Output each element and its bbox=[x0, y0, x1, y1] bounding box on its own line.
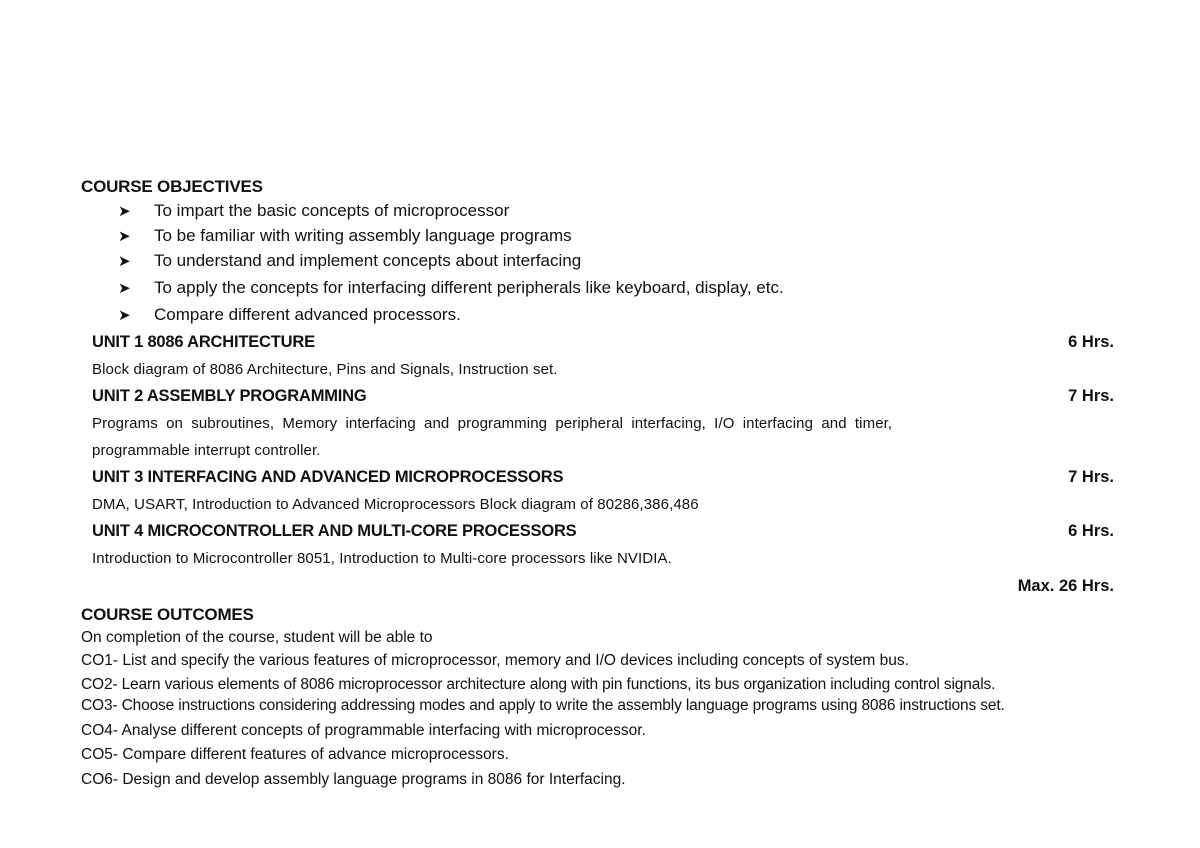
unit-4-title: UNIT 4 MICROCONTROLLER AND MULTI-CORE PROCESSORS bbox=[92, 522, 577, 540]
unit-2-hours: 7 Hrs. bbox=[1068, 387, 1114, 405]
outcome-item: CO4- Analyse different concepts of programmable interfacing with microprocessor. bbox=[81, 722, 646, 739]
objective-text: To understand and implement concepts about interfacing bbox=[154, 251, 582, 270]
course-objectives-heading: COURSE OBJECTIVES bbox=[81, 177, 263, 196]
total-hours: Max. 26 Hrs. bbox=[1017, 577, 1114, 595]
objective-item bbox=[118, 226, 572, 246]
objective-text: To impart the basic concepts of microprocessor bbox=[154, 201, 510, 220]
unit-3-title: UNIT 3 INTERFACING AND ADVANCED MICROPROCESSORS bbox=[92, 468, 564, 486]
objective-item bbox=[118, 278, 784, 298]
objective-text: Compare different advanced processors. bbox=[154, 305, 461, 324]
arrow-bullet-icon: ➤ bbox=[118, 203, 131, 220]
objective-item bbox=[118, 305, 461, 325]
arrow-bullet-icon: ➤ bbox=[118, 228, 131, 245]
unit-4-hours: 6 Hrs. bbox=[1068, 522, 1114, 540]
objective-item bbox=[118, 201, 509, 221]
unit-3-description: DMA, USART, Introduction to Advanced Microprocessors Block diagram of 80286,386,486 bbox=[92, 496, 699, 513]
arrow-bullet-icon: ➤ bbox=[118, 280, 131, 297]
unit-2-title: UNIT 2 ASSEMBLY PROGRAMMING bbox=[92, 387, 367, 405]
outcome-item: CO1- List and specify the various features of microprocessor, memory and I/O devices including concepts of system bus. bbox=[81, 652, 909, 669]
outcome-item: CO5- Compare different features of advance microprocessors. bbox=[81, 746, 509, 763]
objective-text: To apply the concepts for interfacing different peripherals like keyboard, display, etc. bbox=[154, 278, 784, 297]
arrow-bullet-icon: ➤ bbox=[118, 307, 131, 324]
unit-4-description: Introduction to Microcontroller 8051, Introduction to Multi-core processors like NVIDIA. bbox=[92, 550, 672, 567]
objective-item bbox=[118, 251, 581, 271]
objective-text: To be familiar with writing assembly language programs bbox=[154, 226, 572, 245]
outcome-item: CO6- Design and develop assembly language programs in 8086 for Interfacing. bbox=[81, 771, 626, 788]
unit-2-description-line-2: programmable interrupt controller. bbox=[92, 442, 321, 459]
unit-3-hours: 7 Hrs. bbox=[1068, 468, 1114, 486]
outcomes-intro: On completion of the course, student will be able to bbox=[81, 629, 433, 646]
arrow-bullet-icon: ➤ bbox=[118, 253, 131, 270]
unit-1-title: UNIT 1 8086 ARCHITECTURE bbox=[92, 333, 315, 351]
unit-2-description-line-1: Programs on subroutines, Memory interfacing and programming peripheral interfacing, I/O interfacing and timer, bbox=[92, 415, 893, 432]
course-outcomes-heading: COURSE OUTCOMES bbox=[81, 605, 254, 624]
unit-1-description: Block diagram of 8086 Architecture, Pins and Signals, Instruction set. bbox=[92, 361, 558, 378]
outcome-item: CO2- Learn various elements of 8086 microprocessor architecture along with pin functions, its bus organization including control signals. bbox=[81, 676, 996, 693]
outcome-item: CO3- Choose instructions considering addressing modes and apply to write the assembly language programs using 8086 instructions set. bbox=[81, 697, 1005, 714]
unit-1-hours: 6 Hrs. bbox=[1068, 333, 1114, 351]
